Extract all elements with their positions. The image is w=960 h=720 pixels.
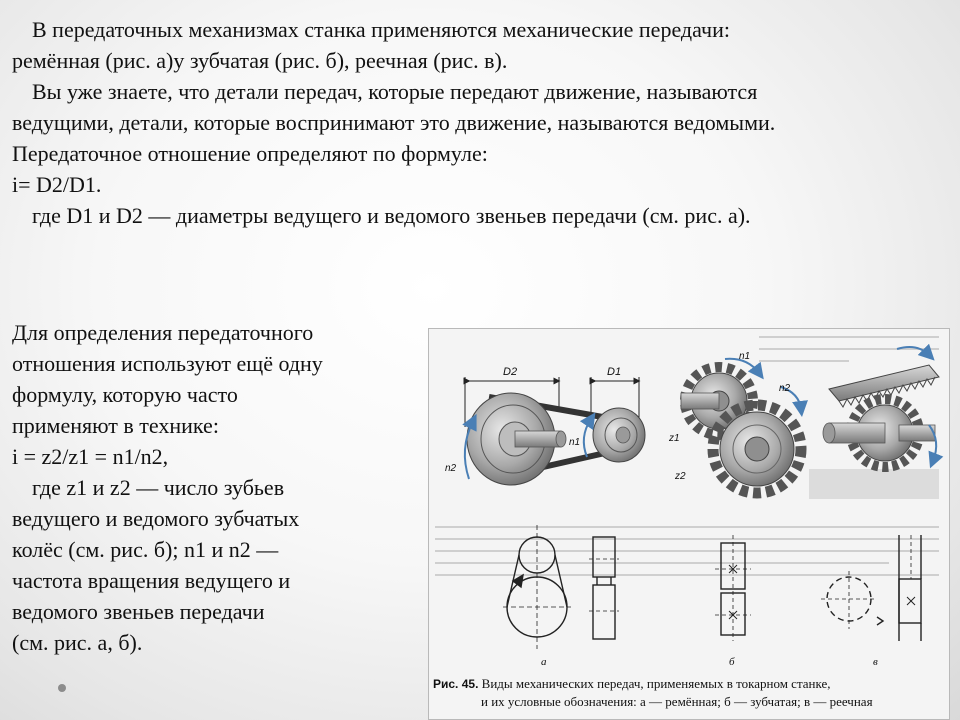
label-n1: n1 [569,437,581,448]
sub-label-v: в [873,656,878,668]
label-z1: z1 [669,433,680,444]
side-line-9: частота вращения ведущего и [12,568,291,593]
side-formula: i = z2/z1 = n1/n2, [12,444,169,469]
side-line-4: применяют в технике: [12,413,219,438]
side-text [12,317,412,658]
side-line-11: (см. рис. а, б). [12,630,143,655]
intro-line-4: ведущими, детали, которые воспринимают это движение, называются ведомыми. [12,110,776,135]
sub-label-a: а [541,656,547,668]
label-n2: n2 [445,463,457,474]
caption-line-2: и их условные обозначения: а — ремённая; б — зубчатая; в — реечная [481,694,873,709]
slide-bullet [58,684,66,692]
intro-line-3: Вы уже знаете, что детали передач, которые передают движение, называются [32,79,758,104]
caption-label: Рис. 45. [433,677,479,691]
figure-45 [428,328,950,720]
belt-drive-illustration [445,366,645,485]
intro-formula: i= D2/D1. [12,172,102,197]
intro-line-5: Передаточное отношение определяют по формуле: [12,141,488,166]
label-d1: D1 [607,366,622,378]
figure-caption [433,675,945,710]
intro-line-1: В передаточных механизмах станка применяются механические передачи: [32,17,730,42]
caption-line-1: Виды механических передач, применяемых в токарном станке, [481,676,831,691]
side-line-6: где z1 и z2 — число зубьев [32,475,285,500]
gear-label-n2: n2 [779,383,791,394]
side-line-3: формулу, которую часто [12,382,238,407]
side-line-7: ведущего и ведомого зубчатых [12,506,300,531]
figure-illustration [429,329,949,675]
intro-line-7: где D1 и D2 — диаметры ведущего и ведомого звеньев передачи (см. рис. а). [32,203,751,228]
gear-drive-illustration [668,351,801,493]
rack-drive-illustration [823,347,939,467]
label-z2: z2 [675,471,686,482]
label-d2: D2 [503,366,518,378]
intro-line-2: ремённая (рис. а)у зубчатая (рис. б), реечная (рис. в). [12,48,508,73]
side-line-1: Для определения передаточного [12,320,314,345]
schematic-belt [503,525,619,649]
schematic-gear [715,535,751,641]
side-line-2: отношения используют ещё одну [12,351,323,376]
side-line-10: ведомого звеньев передачи [12,599,265,624]
gear-label-n1: n1 [739,351,751,362]
intro-text [12,14,952,231]
sub-label-b: б [729,656,735,668]
side-line-8: колёс (см. рис. б); n1 и n2 — [12,537,279,562]
